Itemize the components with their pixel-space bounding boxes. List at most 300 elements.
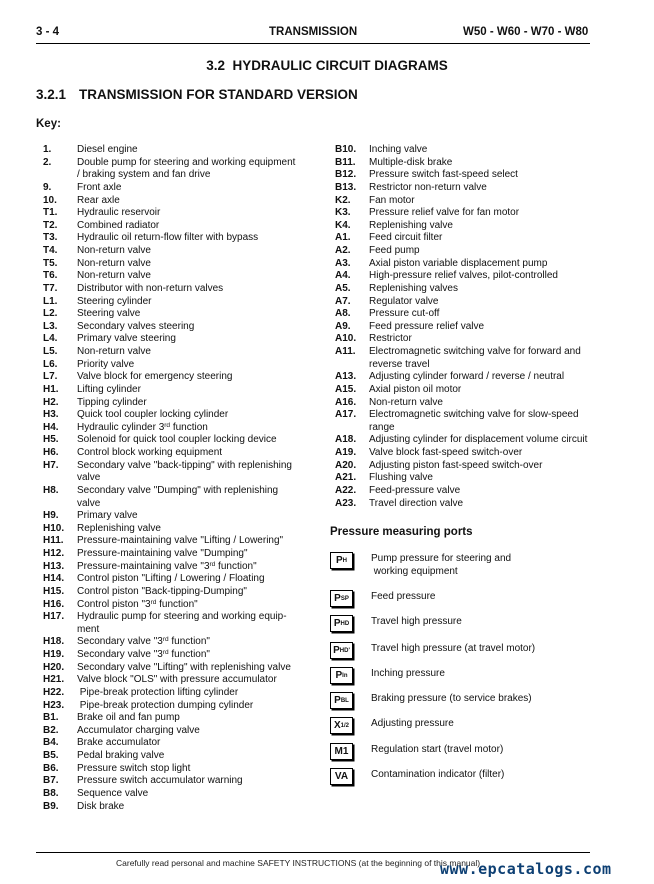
key-item-text-main: Non-return valve <box>77 245 151 256</box>
key-item-text-main: Control block working equipment <box>77 447 223 458</box>
key-item-text-main: Feed-pressure valve <box>369 484 461 496</box>
key-item-text-main: Priority valve <box>77 358 135 370</box>
key-item <box>43 460 299 473</box>
subsection-number: 3.2.1 <box>36 87 67 102</box>
key-item-text-main: Pedal braking valve <box>77 750 165 761</box>
pressure-port-symbol <box>330 768 353 785</box>
key-item-code: L2. <box>43 308 58 320</box>
key-item <box>43 535 299 548</box>
key-item-code: H9. <box>43 510 59 522</box>
key-item-code: B11. <box>335 156 356 168</box>
key-item <box>43 359 299 372</box>
key-label: Key: <box>36 118 61 130</box>
key-item-code: H14. <box>43 573 65 585</box>
key-item-text-after: function" <box>215 560 257 572</box>
key-item-code: L5. <box>43 346 58 357</box>
key-item-code: H7. <box>43 459 59 471</box>
key-item-code <box>43 472 77 485</box>
key-item <box>43 649 299 662</box>
key-item-text-main: Steering valve <box>77 308 141 320</box>
key-item-text <box>77 737 299 750</box>
key-item-code: H22. <box>43 686 65 698</box>
key-item-text <box>77 788 299 801</box>
key-item-text-main: range <box>369 421 395 433</box>
key-item <box>43 333 299 346</box>
pressure-port-description-line: Contamination indicator (filter) <box>371 769 505 780</box>
key-item-text <box>369 359 591 372</box>
key-item-text-main: Sequence valve <box>77 787 149 799</box>
key-item <box>335 333 591 346</box>
key-item <box>43 434 299 447</box>
pressure-port-description <box>371 769 591 782</box>
key-item <box>335 144 591 157</box>
pressure-port-description-line: Regulation start (travel motor) <box>371 744 504 755</box>
key-item-text-main: Hydraulic oil return-flow filter with bypass <box>77 232 259 244</box>
key-item <box>43 573 299 586</box>
pressure-port-symbol-main: X <box>333 720 341 731</box>
pressure-port-description-line: Braking pressure (to service brakes) <box>371 693 532 704</box>
key-item-code: B8. <box>43 787 59 799</box>
key-item-code: H21. <box>43 674 65 686</box>
key-item <box>335 397 591 410</box>
key-item-text-main: Fan motor <box>369 194 415 206</box>
key-item-text-main: Pipe-break protection dumping cylinder <box>77 699 254 711</box>
pressure-port-symbol <box>330 743 353 760</box>
key-item-text-main: valve <box>77 497 101 509</box>
pressure-port-symbol-main: P <box>335 555 343 566</box>
key-item-text <box>77 801 299 814</box>
subsection-heading <box>36 87 358 102</box>
key-item <box>43 498 299 511</box>
key-item-text <box>369 321 591 334</box>
section-title: 3.2 HYDRAULIC CIRCUIT DIAGRAMS <box>206 58 448 73</box>
pressure-port-description <box>371 643 591 656</box>
key-item-code: T5. <box>43 257 58 269</box>
key-item <box>43 674 299 687</box>
pressure-port-symbol-main: P <box>334 695 341 706</box>
key-item-code: H18. <box>43 636 65 648</box>
key-item-code: A9. <box>335 320 351 332</box>
key-item-text <box>369 472 591 485</box>
key-item-text-main: Quick tool coupler locking cylinder <box>77 409 229 421</box>
key-item-text-main: Control piston "3 <box>77 598 151 610</box>
key-item-text-main: Multiple-disk brake <box>369 156 453 168</box>
key-item-code: H4. <box>43 421 59 433</box>
key-item-text-main: Electromagnetic switching valve for slow-speed <box>369 409 579 421</box>
key-item-code: B9. <box>43 800 59 812</box>
key-item-code: B13. <box>335 181 357 193</box>
key-item-text <box>77 510 299 523</box>
key-item-text-main: Secondary valve "Dumping" with replenishing <box>77 484 279 496</box>
key-item-code: B5. <box>43 750 59 761</box>
section-header: TRANSMISSION <box>269 26 358 38</box>
key-item-text-main: Control piston "Lifting / Lowering / Floating <box>77 573 265 585</box>
pressure-port-symbol: X 1/2 <box>330 717 353 734</box>
key-item-text <box>369 207 591 220</box>
key-item-superscript: rd <box>150 598 157 606</box>
key-item-code: B4. <box>43 737 59 749</box>
pressure-port-description <box>371 591 591 604</box>
pressure-port-item <box>330 692 591 709</box>
key-item-text <box>369 182 591 195</box>
key-item-text <box>369 232 591 245</box>
key-item-text-main: Lifting cylinder <box>77 383 141 395</box>
pressure-port-description-line: Adjusting pressure <box>371 718 454 729</box>
key-list-left <box>43 144 299 813</box>
key-item-text <box>77 624 299 637</box>
pressure-ports-title: Pressure measuring ports <box>330 526 473 538</box>
key-item-code <box>335 422 369 435</box>
key-item-text <box>369 384 591 397</box>
key-item-text <box>77 397 299 410</box>
key-item <box>43 763 299 776</box>
key-item <box>43 687 299 700</box>
key-item-text <box>77 712 299 725</box>
key-item <box>335 472 591 485</box>
key-list-right <box>335 144 591 510</box>
key-item <box>43 624 299 637</box>
key-item <box>43 586 299 599</box>
key-item-text-main: Secondary valve "3 <box>77 636 163 648</box>
pressure-port-symbol-main: M1 <box>334 746 349 757</box>
key-item-code: T2. <box>43 219 58 231</box>
footer-rule <box>36 852 590 853</box>
key-item-text <box>369 169 591 182</box>
key-item-text-main: Solenoid for quick tool coupler locking device <box>77 434 277 446</box>
key-item-code: H16. <box>43 598 65 610</box>
key-item-code: H15. <box>43 585 65 597</box>
key-item-code: A7. <box>335 295 351 307</box>
key-item <box>43 270 299 283</box>
key-item-text-main: Non-return valve <box>77 346 151 357</box>
key-item <box>43 308 299 321</box>
key-item <box>43 346 299 359</box>
key-item-text <box>77 548 299 561</box>
key-item-text-main: Travel direction valve <box>369 497 464 509</box>
key-item-code: A20. <box>335 459 357 471</box>
key-item <box>335 232 591 245</box>
key-item <box>43 725 299 738</box>
key-item <box>335 498 591 511</box>
key-item-text <box>77 586 299 599</box>
key-item-text <box>77 283 299 296</box>
key-item-text <box>77 346 299 359</box>
key-item-code: 10. <box>43 194 57 206</box>
key-item-text-main: Feed circuit filter <box>369 232 443 244</box>
key-item-text <box>77 447 299 460</box>
key-item-code: T4. <box>43 245 58 256</box>
key-item-code: A18. <box>335 434 357 446</box>
model-range: W50 - W60 - W70 - W80 <box>463 26 589 38</box>
key-item <box>43 737 299 750</box>
key-item-text <box>369 371 591 384</box>
key-item-text <box>369 270 591 283</box>
key-item-text <box>369 195 591 208</box>
key-item-code: L7. <box>43 371 58 383</box>
key-item-code: L4. <box>43 333 58 345</box>
key-item-text <box>77 498 299 511</box>
key-item-text-main: Pressure cut-off <box>369 308 440 320</box>
key-item-text <box>77 296 299 309</box>
key-item-code: H11. <box>43 535 64 547</box>
key-item-text <box>369 434 591 447</box>
key-item-code: A8. <box>335 308 351 320</box>
key-item-text <box>77 359 299 372</box>
key-item-text-main: Feed pump <box>369 245 420 256</box>
key-item-text <box>77 144 299 157</box>
key-item-text-main: Axial piston variable displacement pump <box>369 257 548 269</box>
key-item-text <box>369 485 591 498</box>
key-item <box>335 359 591 372</box>
key-item <box>43 788 299 801</box>
key-item-code: A21. <box>335 472 357 484</box>
pressure-port-description <box>371 693 591 706</box>
key-item-code: B7. <box>43 775 59 787</box>
key-item-code: A5. <box>335 282 351 294</box>
key-item-text-main: Restrictor <box>369 333 412 345</box>
key-item <box>43 775 299 788</box>
key-item-text-main: Diesel engine <box>77 144 138 155</box>
key-item-code: H10. <box>43 522 65 534</box>
key-item-code: K4. <box>335 219 351 231</box>
key-item-text-main: Disk brake <box>77 800 125 812</box>
key-item-text <box>77 460 299 473</box>
key-item-text <box>77 422 299 435</box>
key-item-text <box>77 232 299 245</box>
pressure-port-item <box>330 642 591 659</box>
key-item-superscript: rd <box>162 636 169 644</box>
key-item <box>335 195 591 208</box>
key-item-text-main: Non-return valve <box>77 270 151 282</box>
key-item <box>43 712 299 725</box>
key-item <box>43 485 299 498</box>
key-item <box>43 220 299 233</box>
key-item <box>43 548 299 561</box>
key-item-text <box>77 662 299 675</box>
key-item-code: K3. <box>335 207 351 219</box>
key-item-text-main: Flushing valve <box>369 472 433 484</box>
key-item-text-main: Brake oil and fan pump <box>77 712 180 724</box>
key-item-code: A17. <box>335 409 357 421</box>
key-item-text-main: Pressure-maintaining valve "Lifting / Lowering" <box>77 535 284 547</box>
key-item-text-main: High-pressure relief valves, pilot-controlled <box>369 270 558 282</box>
key-item-code: A2. <box>335 245 351 256</box>
key-item <box>43 245 299 258</box>
key-item-text <box>369 333 591 346</box>
key-item-text-main: Secondary valve "Lifting" with replenishing valve <box>77 661 291 673</box>
key-item-text-main: Front axle <box>77 181 122 193</box>
key-item-code: A19. <box>335 447 357 458</box>
key-item-text <box>77 258 299 271</box>
key-item-code: B1. <box>43 712 59 724</box>
key-item-text-main: Secondary valves steering <box>77 320 195 332</box>
key-item-text-main: Replenishing valve <box>369 219 453 231</box>
key-item-code: L6. <box>43 358 58 370</box>
key-item-text-main: Non-return valve <box>77 257 151 269</box>
key-item <box>43 182 299 195</box>
key-item-text-main: Secondary valve "back-tipping" with replenishing <box>77 459 292 471</box>
key-item-code: A23. <box>335 497 357 509</box>
key-item <box>43 144 299 157</box>
key-item <box>43 409 299 422</box>
key-item-text-main: Brake accumulator <box>77 737 161 749</box>
key-item-text-main: Primary valve steering <box>77 333 176 345</box>
key-item-code: A10. <box>335 333 357 345</box>
key-item-text <box>77 409 299 422</box>
key-item-text <box>77 674 299 687</box>
key-item <box>43 195 299 208</box>
key-item <box>43 169 299 182</box>
key-item-text <box>369 245 591 258</box>
key-item-text <box>77 561 299 574</box>
key-item <box>335 308 591 321</box>
key-item <box>43 599 299 612</box>
key-item <box>43 384 299 397</box>
key-item-text-main: Pressure switch stop light <box>77 762 191 774</box>
key-item <box>335 157 591 170</box>
key-item <box>335 460 591 473</box>
key-item <box>335 434 591 447</box>
pressure-port-description-line: Travel high pressure <box>371 616 462 627</box>
pressure-port-symbol: P HD <box>330 615 353 632</box>
key-item <box>335 447 591 460</box>
key-item-text <box>369 296 591 309</box>
key-item <box>43 157 299 170</box>
key-item-text <box>77 157 299 170</box>
key-item <box>335 207 591 220</box>
key-item-text <box>77 270 299 283</box>
key-item <box>43 561 299 574</box>
key-item <box>43 523 299 536</box>
key-item-text-main: Tipping cylinder <box>77 396 147 408</box>
key-item-text <box>77 333 299 346</box>
key-item <box>43 296 299 309</box>
key-item-code: T1. <box>43 207 58 219</box>
key-item-code: A4. <box>335 270 351 282</box>
header-rule <box>36 43 590 44</box>
pressure-port-item <box>330 743 591 760</box>
pressure-port-symbol-main: P <box>333 645 340 656</box>
key-item <box>335 485 591 498</box>
key-item <box>335 371 591 384</box>
key-item-text <box>77 384 299 397</box>
key-item-text-main: ment <box>77 623 100 635</box>
key-item-code: 1. <box>43 144 52 155</box>
pressure-port-description <box>371 718 591 731</box>
key-item-text <box>77 245 299 258</box>
key-item-text-after: function" <box>156 598 198 610</box>
key-item-text-main: Pipe-break protection lifting cylinder <box>77 686 239 698</box>
key-item-text <box>369 144 591 157</box>
key-item-superscript: rd <box>164 421 171 429</box>
key-item <box>43 700 299 713</box>
key-item-text-main: Pressure switch fast-speed select <box>369 169 518 181</box>
key-item <box>43 636 299 649</box>
key-item-text-main: valve <box>77 472 101 484</box>
key-item-text <box>77 485 299 498</box>
key-item <box>335 384 591 397</box>
key-item-code: T7. <box>43 282 58 294</box>
pressure-port-item <box>330 768 591 785</box>
key-item <box>43 422 299 435</box>
key-item-superscript: rd <box>209 560 216 568</box>
key-item-text-after: function" <box>168 636 210 648</box>
pressure-port-item <box>330 717 591 734</box>
key-item-code: L1. <box>43 295 58 307</box>
key-item-code: K2. <box>335 194 351 206</box>
key-item-text <box>77 523 299 536</box>
key-item-text-main: Pressure-maintaining valve "Dumping" <box>77 548 248 559</box>
key-item-code: H5. <box>43 434 59 446</box>
key-item-text-main: Replenishing valves <box>369 282 458 294</box>
key-item-text <box>369 220 591 233</box>
key-item-text <box>77 750 299 763</box>
key-item <box>43 662 299 675</box>
key-item-code <box>335 359 369 372</box>
key-item <box>335 346 591 359</box>
pressure-port-description <box>371 668 591 681</box>
key-item <box>43 510 299 523</box>
key-item-code: A16. <box>335 396 357 408</box>
key-item-code: T3. <box>43 232 58 244</box>
key-item <box>43 611 299 624</box>
key-item-text <box>77 220 299 233</box>
key-item <box>335 270 591 283</box>
key-item-code: H12. <box>43 548 65 559</box>
key-item-code: H8. <box>43 484 59 496</box>
watermark: www.epcatalogs.com <box>440 860 612 878</box>
key-item-text-main: Valve block for emergency steering <box>77 371 233 383</box>
key-item-text-main: Non-return valve <box>369 396 443 408</box>
key-item-code: 2. <box>43 156 52 168</box>
pressure-port-description-line: Feed pressure <box>371 591 436 602</box>
pressure-port-item <box>330 615 591 632</box>
key-item-text-main: Inching valve <box>369 144 428 155</box>
key-item-text <box>77 195 299 208</box>
pressure-port-description-line: Pump pressure for steering and <box>371 553 512 564</box>
key-item-text <box>77 434 299 447</box>
key-item-text-main: Pressure switch accumulator warning <box>77 775 243 787</box>
key-item <box>43 283 299 296</box>
key-item-text <box>77 535 299 548</box>
key-item-text-main: Valve block "OLS" with pressure accumulator <box>77 674 277 686</box>
key-item-text <box>369 447 591 460</box>
key-item-code: T6. <box>43 270 58 282</box>
key-item-code: H19. <box>43 649 65 660</box>
key-item-text <box>77 636 299 649</box>
key-item-text <box>77 775 299 788</box>
key-item <box>43 447 299 460</box>
key-item <box>43 371 299 384</box>
key-item-text <box>77 763 299 776</box>
key-item-text <box>369 498 591 511</box>
key-item-code: H13. <box>43 560 65 572</box>
key-item <box>43 750 299 763</box>
pressure-port-description <box>371 616 591 629</box>
key-item-text <box>369 397 591 410</box>
key-item-text-main: Combined radiator <box>77 219 160 231</box>
key-item <box>335 245 591 258</box>
key-item-code: B2. <box>43 724 59 736</box>
key-item-code <box>43 624 77 637</box>
key-item <box>335 283 591 296</box>
key-item-text-main: Pressure relief valve for fan motor <box>369 207 520 219</box>
pressure-port-symbol-main: P <box>335 670 343 681</box>
key-item-text-main: Pressure-maintaining valve "3 <box>77 560 210 572</box>
key-item-code: A13. <box>335 371 357 383</box>
key-item-text <box>369 157 591 170</box>
key-item-text <box>369 308 591 321</box>
